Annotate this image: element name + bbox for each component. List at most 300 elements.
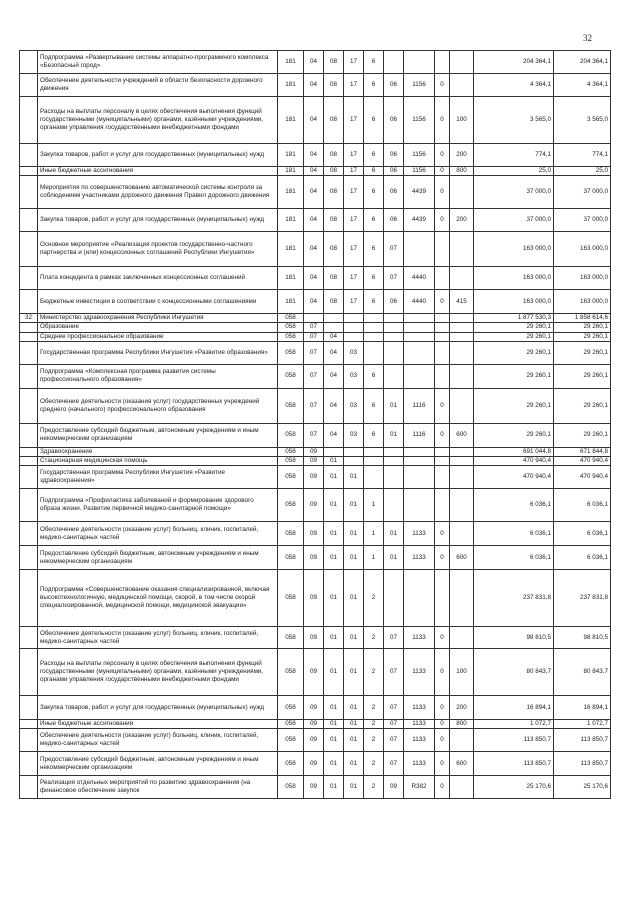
row-number-cell [20, 570, 38, 627]
activity-code-cell: 07 [384, 649, 404, 696]
activity-code-cell: 07 [384, 232, 404, 267]
section-code-cell: 07 [304, 423, 324, 447]
zero-code-cell [435, 267, 450, 290]
subsection-code-cell: 01 [324, 720, 344, 729]
expense-type-cell [450, 522, 474, 546]
table-row [20, 522, 611, 546]
table-row [20, 290, 611, 314]
zero-code-cell [435, 323, 450, 332]
amount-year2-cell: 237 831,8 [554, 570, 611, 627]
amount-year1-cell: 16 894,1 [474, 696, 554, 720]
expense-type-cell: 600 [450, 423, 474, 447]
ministry-code-cell: 058 [278, 423, 304, 447]
amount-year2-cell: 6 036,1 [554, 489, 611, 522]
program-code-cell: 01 [344, 729, 364, 752]
direction-code-cell [404, 314, 435, 323]
amount-year1-cell: 691 044,8 [474, 447, 554, 456]
row-number-cell [20, 447, 38, 456]
table-row [20, 489, 611, 522]
item-name-cell: Подпрограмма «Комплексная программа развития системы профессионального образования» [38, 364, 278, 388]
item-name-cell: Иные бюджетные ассигнования [38, 167, 278, 176]
ministry-code-cell: 058 [278, 341, 304, 364]
program-code-cell [344, 457, 364, 466]
zero-code-cell [435, 570, 450, 627]
item-name-cell: Мероприятия по совершенствованию автоматической системы контроля за соблюдением участниками дорожного движения Правил дорожного движения [38, 176, 278, 209]
ministry-code-cell: 058 [278, 720, 304, 729]
table-row [20, 776, 611, 799]
program-code-cell: 01 [344, 546, 364, 570]
expense-type-cell: 415 [450, 290, 474, 314]
program-code-cell [344, 314, 364, 323]
program-code-cell: 03 [344, 388, 364, 423]
amount-year1-cell: 6 036,1 [474, 546, 554, 570]
section-code-cell: 09 [304, 489, 324, 522]
item-name-cell: Подпрограмма «Профилактика заболеваний и формирование здорового образа жизни. Развитие первичной медико-санитарной помощи» [38, 489, 278, 522]
subprogram-code-cell: 6 [364, 290, 384, 314]
ministry-code-cell: 058 [278, 546, 304, 570]
subsection-code-cell: 04 [324, 332, 344, 341]
subsection-code-cell: 01 [324, 696, 344, 720]
table-row [20, 388, 611, 423]
program-code-cell [344, 323, 364, 332]
item-name-cell: Предоставление субсидий бюджетным, автономным учреждениям и иным некоммерческим организациям [38, 752, 278, 776]
row-number-cell [20, 627, 38, 649]
ministry-code-cell: 058 [278, 570, 304, 627]
ministry-code-cell: 181 [278, 232, 304, 267]
activity-code-cell: 06 [384, 209, 404, 232]
zero-code-cell: 0 [435, 696, 450, 720]
program-code-cell: 03 [344, 341, 364, 364]
amount-year1-cell: 163 000,0 [474, 290, 554, 314]
direction-code-cell: R382 [404, 776, 435, 799]
item-name-cell: Плата концедента в рамках заключенных концессионных соглашений [38, 267, 278, 290]
section-code-cell: 04 [304, 144, 324, 167]
subsection-code-cell: 08 [324, 209, 344, 232]
direction-code-cell [404, 570, 435, 627]
row-number-cell [20, 423, 38, 447]
amount-year1-cell: 470 940,4 [474, 466, 554, 489]
activity-code-cell: 01 [384, 423, 404, 447]
expense-type-cell: 600 [450, 546, 474, 570]
amount-year1-cell: 29 260,1 [474, 341, 554, 364]
direction-code-cell: 1116 [404, 423, 435, 447]
section-code-cell: 09 [304, 649, 324, 696]
program-code-cell: 17 [344, 209, 364, 232]
amount-year2-cell: 3 565,0 [554, 97, 611, 144]
table-row [20, 457, 611, 466]
activity-code-cell: 01 [384, 546, 404, 570]
row-number-cell [20, 546, 38, 570]
expense-type-cell [450, 466, 474, 489]
amount-year2-cell: 29 260,1 [554, 332, 611, 341]
subsection-code-cell: 01 [324, 776, 344, 799]
ministry-code-cell: 058 [278, 323, 304, 332]
zero-code-cell: 0 [435, 776, 450, 799]
section-code-cell: 04 [304, 267, 324, 290]
amount-year1-cell: 163 000,0 [474, 232, 554, 267]
amount-year2-cell: 29 260,1 [554, 341, 611, 364]
direction-code-cell: 1133 [404, 752, 435, 776]
section-code-cell: 09 [304, 729, 324, 752]
zero-code-cell [435, 314, 450, 323]
zero-code-cell [435, 457, 450, 466]
activity-code-cell [384, 364, 404, 388]
subprogram-code-cell: 6 [364, 144, 384, 167]
zero-code-cell: 0 [435, 423, 450, 447]
table-row [20, 364, 611, 388]
direction-code-cell: 4439 [404, 209, 435, 232]
activity-code-cell: 06 [384, 176, 404, 209]
section-code-cell: 09 [304, 696, 324, 720]
direction-code-cell: 1133 [404, 649, 435, 696]
expense-type-cell [450, 729, 474, 752]
ministry-code-cell: 058 [278, 522, 304, 546]
activity-code-cell: 06 [384, 167, 404, 176]
subsection-code-cell: 04 [324, 341, 344, 364]
item-name-cell: Государственная программа Республики Ингушетия «Развитие здравоохранения» [38, 466, 278, 489]
direction-code-cell [404, 323, 435, 332]
row-number-cell [20, 74, 38, 97]
amount-year2-cell: 98 810,5 [554, 627, 611, 649]
item-name-cell: Расходы на выплаты персоналу в целях обеспечения выполнения функций государственными (муниципальными) органами, казёнными учреждениями, органами управления государственными внебюджетными фондами [38, 649, 278, 696]
amount-year1-cell: 4 364,1 [474, 74, 554, 97]
amount-year1-cell: 37 000,0 [474, 176, 554, 209]
row-number-cell: 32 [20, 314, 38, 323]
row-number-cell [20, 696, 38, 720]
table-row [20, 729, 611, 752]
item-name-cell: Реализация отдельных мероприятий по развитию здравоохранения (на финансовое обеспечение закупок [38, 776, 278, 799]
subprogram-code-cell: 1 [364, 546, 384, 570]
zero-code-cell [435, 341, 450, 364]
ministry-code-cell: 181 [278, 290, 304, 314]
item-name-cell: Обеспечение деятельности учреждений в области безопасности дорожного движения [38, 74, 278, 97]
amount-year1-cell: 6 036,1 [474, 522, 554, 546]
item-name-cell: Среднее профессиональное образование [38, 332, 278, 341]
table-row [20, 570, 611, 627]
subprogram-code-cell: 2 [364, 627, 384, 649]
ministry-code-cell: 058 [278, 388, 304, 423]
section-code-cell: 04 [304, 290, 324, 314]
ministry-code-cell: 181 [278, 167, 304, 176]
amount-year2-cell: 113 850,7 [554, 729, 611, 752]
row-number-cell [20, 522, 38, 546]
amount-year1-cell: 80 843,7 [474, 649, 554, 696]
table-row [20, 232, 611, 267]
row-number-cell [20, 97, 38, 144]
expense-type-cell [450, 776, 474, 799]
activity-code-cell: 06 [384, 290, 404, 314]
table-row [20, 447, 611, 456]
subsection-code-cell: 08 [324, 267, 344, 290]
row-number-cell [20, 144, 38, 167]
ministry-code-cell: 058 [278, 447, 304, 456]
activity-code-cell: 07 [384, 696, 404, 720]
expense-type-cell [450, 332, 474, 341]
program-code-cell: 01 [344, 627, 364, 649]
amount-year2-cell: 29 260,1 [554, 423, 611, 447]
section-code-cell: 07 [304, 364, 324, 388]
direction-code-cell: 4440 [404, 267, 435, 290]
row-number-cell [20, 752, 38, 776]
section-code-cell: 04 [304, 74, 324, 97]
zero-code-cell: 0 [435, 522, 450, 546]
section-code-cell: 09 [304, 546, 324, 570]
direction-code-cell: 1156 [404, 97, 435, 144]
zero-code-cell: 0 [435, 167, 450, 176]
section-code-cell: 09 [304, 720, 324, 729]
zero-code-cell: 0 [435, 290, 450, 314]
section-code-cell: 09 [304, 570, 324, 627]
row-number-cell [20, 364, 38, 388]
amount-year1-cell: 163 000,0 [474, 267, 554, 290]
program-code-cell: 17 [344, 267, 364, 290]
row-number-cell [20, 388, 38, 423]
subsection-code-cell: 01 [324, 752, 344, 776]
amount-year2-cell: 4 364,1 [554, 74, 611, 97]
zero-code-cell: 0 [435, 546, 450, 570]
amount-year2-cell: 6 036,1 [554, 546, 611, 570]
section-code-cell: 09 [304, 457, 324, 466]
amount-year2-cell: 163 000,0 [554, 267, 611, 290]
section-code-cell: 09 [304, 522, 324, 546]
table-row [20, 466, 611, 489]
program-code-cell: 17 [344, 290, 364, 314]
expense-type-cell [450, 388, 474, 423]
table-row [20, 546, 611, 570]
zero-code-cell: 0 [435, 752, 450, 776]
row-number-cell [20, 209, 38, 232]
zero-code-cell: 0 [435, 729, 450, 752]
zero-code-cell [435, 232, 450, 267]
zero-code-cell: 0 [435, 388, 450, 423]
item-name-cell: Обеспечение деятельности (оказание услуг) больниц, клиник, госпиталей, медико-санитарных частей [38, 522, 278, 546]
subprogram-code-cell [364, 314, 384, 323]
item-name-cell: Расходы на выплаты персоналу в целях обеспечения выполнения функций государственными (муниципальными) органами, казёнными учреждениями, органами управления государственными внебюджетными фондами [38, 97, 278, 144]
subprogram-code-cell: 2 [364, 729, 384, 752]
activity-code-cell: 07 [384, 627, 404, 649]
item-name-cell: Иные бюджетные ассигнования [38, 720, 278, 729]
row-number-cell [20, 457, 38, 466]
budget-table [19, 50, 611, 799]
section-code-cell: 04 [304, 167, 324, 176]
amount-year2-cell: 25,0 [554, 167, 611, 176]
subprogram-code-cell: 2 [364, 720, 384, 729]
program-code-cell: 01 [344, 570, 364, 627]
direction-code-cell: 1156 [404, 167, 435, 176]
subsection-code-cell: 08 [324, 74, 344, 97]
subsection-code-cell: 08 [324, 144, 344, 167]
subprogram-code-cell: 1 [364, 489, 384, 522]
table-row [20, 97, 611, 144]
expense-type-cell [450, 74, 474, 97]
amount-year2-cell: 80 843,7 [554, 649, 611, 696]
amount-year1-cell: 37 000,0 [474, 209, 554, 232]
subprogram-code-cell: 6 [364, 74, 384, 97]
row-number-cell [20, 51, 38, 74]
expense-type-cell [450, 314, 474, 323]
ministry-code-cell: 058 [278, 649, 304, 696]
expense-type-cell: 200 [450, 209, 474, 232]
row-number-cell [20, 290, 38, 314]
subprogram-code-cell: 6 [364, 388, 384, 423]
subsection-code-cell [324, 447, 344, 456]
subprogram-code-cell: 6 [364, 167, 384, 176]
program-code-cell: 17 [344, 176, 364, 209]
page-number: 32 [583, 33, 592, 43]
activity-code-cell [384, 314, 404, 323]
amount-year2-cell: 470 940,4 [554, 457, 611, 466]
expense-type-cell: 200 [450, 144, 474, 167]
subsection-code-cell: 08 [324, 167, 344, 176]
expense-type-cell: 800 [450, 167, 474, 176]
amount-year1-cell: 3 565,0 [474, 97, 554, 144]
table-row [20, 752, 611, 776]
direction-code-cell [404, 232, 435, 267]
expense-type-cell [450, 570, 474, 627]
amount-year1-cell: 6 036,1 [474, 489, 554, 522]
row-number-cell [20, 167, 38, 176]
direction-code-cell: 1156 [404, 74, 435, 97]
subsection-code-cell: 01 [324, 489, 344, 522]
direction-code-cell: 1156 [404, 144, 435, 167]
item-name-cell: Закупка товаров, работ и услуг для государственных (муниципальных) нужд [38, 696, 278, 720]
table-row [20, 627, 611, 649]
amount-year2-cell: 470 940,4 [554, 466, 611, 489]
zero-code-cell: 0 [435, 74, 450, 97]
ministry-code-cell: 058 [278, 332, 304, 341]
expense-type-cell: 100 [450, 97, 474, 144]
row-number-cell [20, 489, 38, 522]
table-row [20, 720, 611, 729]
row-number-cell [20, 720, 38, 729]
table-row [20, 51, 611, 74]
activity-code-cell: 07 [384, 267, 404, 290]
activity-code-cell: 07 [384, 720, 404, 729]
subprogram-code-cell: 6 [364, 97, 384, 144]
row-number-cell [20, 341, 38, 364]
zero-code-cell: 0 [435, 97, 450, 144]
subprogram-code-cell: 2 [364, 649, 384, 696]
amount-year1-cell: 113 850,7 [474, 752, 554, 776]
zero-code-cell [435, 51, 450, 74]
amount-year2-cell: 29 260,1 [554, 323, 611, 332]
subsection-code-cell: 08 [324, 51, 344, 74]
expense-type-cell: 200 [450, 696, 474, 720]
subprogram-code-cell: 6 [364, 209, 384, 232]
activity-code-cell [384, 332, 404, 341]
table-row [20, 649, 611, 696]
section-code-cell: 09 [304, 466, 324, 489]
ministry-code-cell: 058 [278, 729, 304, 752]
expense-type-cell: 100 [450, 649, 474, 696]
ministry-code-cell: 058 [278, 457, 304, 466]
section-code-cell: 09 [304, 776, 324, 799]
program-code-cell: 17 [344, 51, 364, 74]
expense-type-cell [450, 232, 474, 267]
subsection-code-cell: 01 [324, 729, 344, 752]
amount-year2-cell: 163 000,0 [554, 232, 611, 267]
program-code-cell: 01 [344, 466, 364, 489]
expense-type-cell [450, 447, 474, 456]
subsection-code-cell: 08 [324, 232, 344, 267]
table-row [20, 423, 611, 447]
program-code-cell: 17 [344, 167, 364, 176]
section-code-cell: 09 [304, 752, 324, 776]
ministry-code-cell: 181 [278, 51, 304, 74]
row-number-cell [20, 332, 38, 341]
item-name-cell: Образование [38, 323, 278, 332]
subsection-code-cell: 08 [324, 290, 344, 314]
program-code-cell: 01 [344, 522, 364, 546]
direction-code-cell [404, 364, 435, 388]
direction-code-cell: 1133 [404, 546, 435, 570]
activity-code-cell [384, 457, 404, 466]
ministry-code-cell: 058 [278, 696, 304, 720]
amount-year1-cell: 98 810,5 [474, 627, 554, 649]
program-code-cell: 01 [344, 649, 364, 696]
row-number-cell [20, 323, 38, 332]
item-name-cell: Подпрограмма «Развертывание системы аппаратно-программного комплекса «Безопасный город» [38, 51, 278, 74]
amount-year2-cell: 29 260,1 [554, 388, 611, 423]
amount-year2-cell: 25 170,6 [554, 776, 611, 799]
item-name-cell: Обеспечение деятельности (оказание услуг) больниц, клиник, госпиталей, медико-санитарных частей [38, 627, 278, 649]
program-code-cell: 01 [344, 696, 364, 720]
activity-code-cell: 01 [384, 522, 404, 546]
ministry-code-cell: 181 [278, 144, 304, 167]
activity-code-cell: 07 [384, 729, 404, 752]
activity-code-cell: 01 [384, 388, 404, 423]
activity-code-cell [384, 447, 404, 456]
subprogram-code-cell [364, 466, 384, 489]
subsection-code-cell [324, 314, 344, 323]
activity-code-cell [384, 466, 404, 489]
program-code-cell: 01 [344, 776, 364, 799]
item-name-cell: Обеспечение деятельности (оказание услуг) больниц, клиник, госпиталей, медико-санитарных частей [38, 729, 278, 752]
amount-year1-cell: 1 877 530,3 [474, 314, 554, 323]
amount-year1-cell: 204 364,1 [474, 51, 554, 74]
program-code-cell: 01 [344, 752, 364, 776]
program-code-cell [344, 332, 364, 341]
amount-year1-cell: 774,1 [474, 144, 554, 167]
subprogram-code-cell: 6 [364, 267, 384, 290]
subsection-code-cell: 04 [324, 364, 344, 388]
direction-code-cell: 4439 [404, 176, 435, 209]
amount-year1-cell: 29 260,1 [474, 423, 554, 447]
subprogram-code-cell: 6 [364, 232, 384, 267]
program-code-cell: 03 [344, 423, 364, 447]
table-row [20, 332, 611, 341]
expense-type-cell [450, 341, 474, 364]
subsection-code-cell: 01 [324, 649, 344, 696]
direction-code-cell [404, 51, 435, 74]
subsection-code-cell: 01 [324, 522, 344, 546]
section-code-cell: 09 [304, 627, 324, 649]
subprogram-code-cell [364, 341, 384, 364]
subprogram-code-cell: 6 [364, 51, 384, 74]
zero-code-cell: 0 [435, 627, 450, 649]
direction-code-cell [404, 341, 435, 364]
direction-code-cell: 1116 [404, 388, 435, 423]
ministry-code-cell: 181 [278, 176, 304, 209]
section-code-cell [304, 314, 324, 323]
amount-year2-cell: 29 260,1 [554, 364, 611, 388]
subprogram-code-cell: 6 [364, 364, 384, 388]
expense-type-cell [450, 176, 474, 209]
direction-code-cell: 1133 [404, 522, 435, 546]
zero-code-cell [435, 466, 450, 489]
ministry-code-cell: 058 [278, 364, 304, 388]
amount-year1-cell: 113 850,7 [474, 729, 554, 752]
